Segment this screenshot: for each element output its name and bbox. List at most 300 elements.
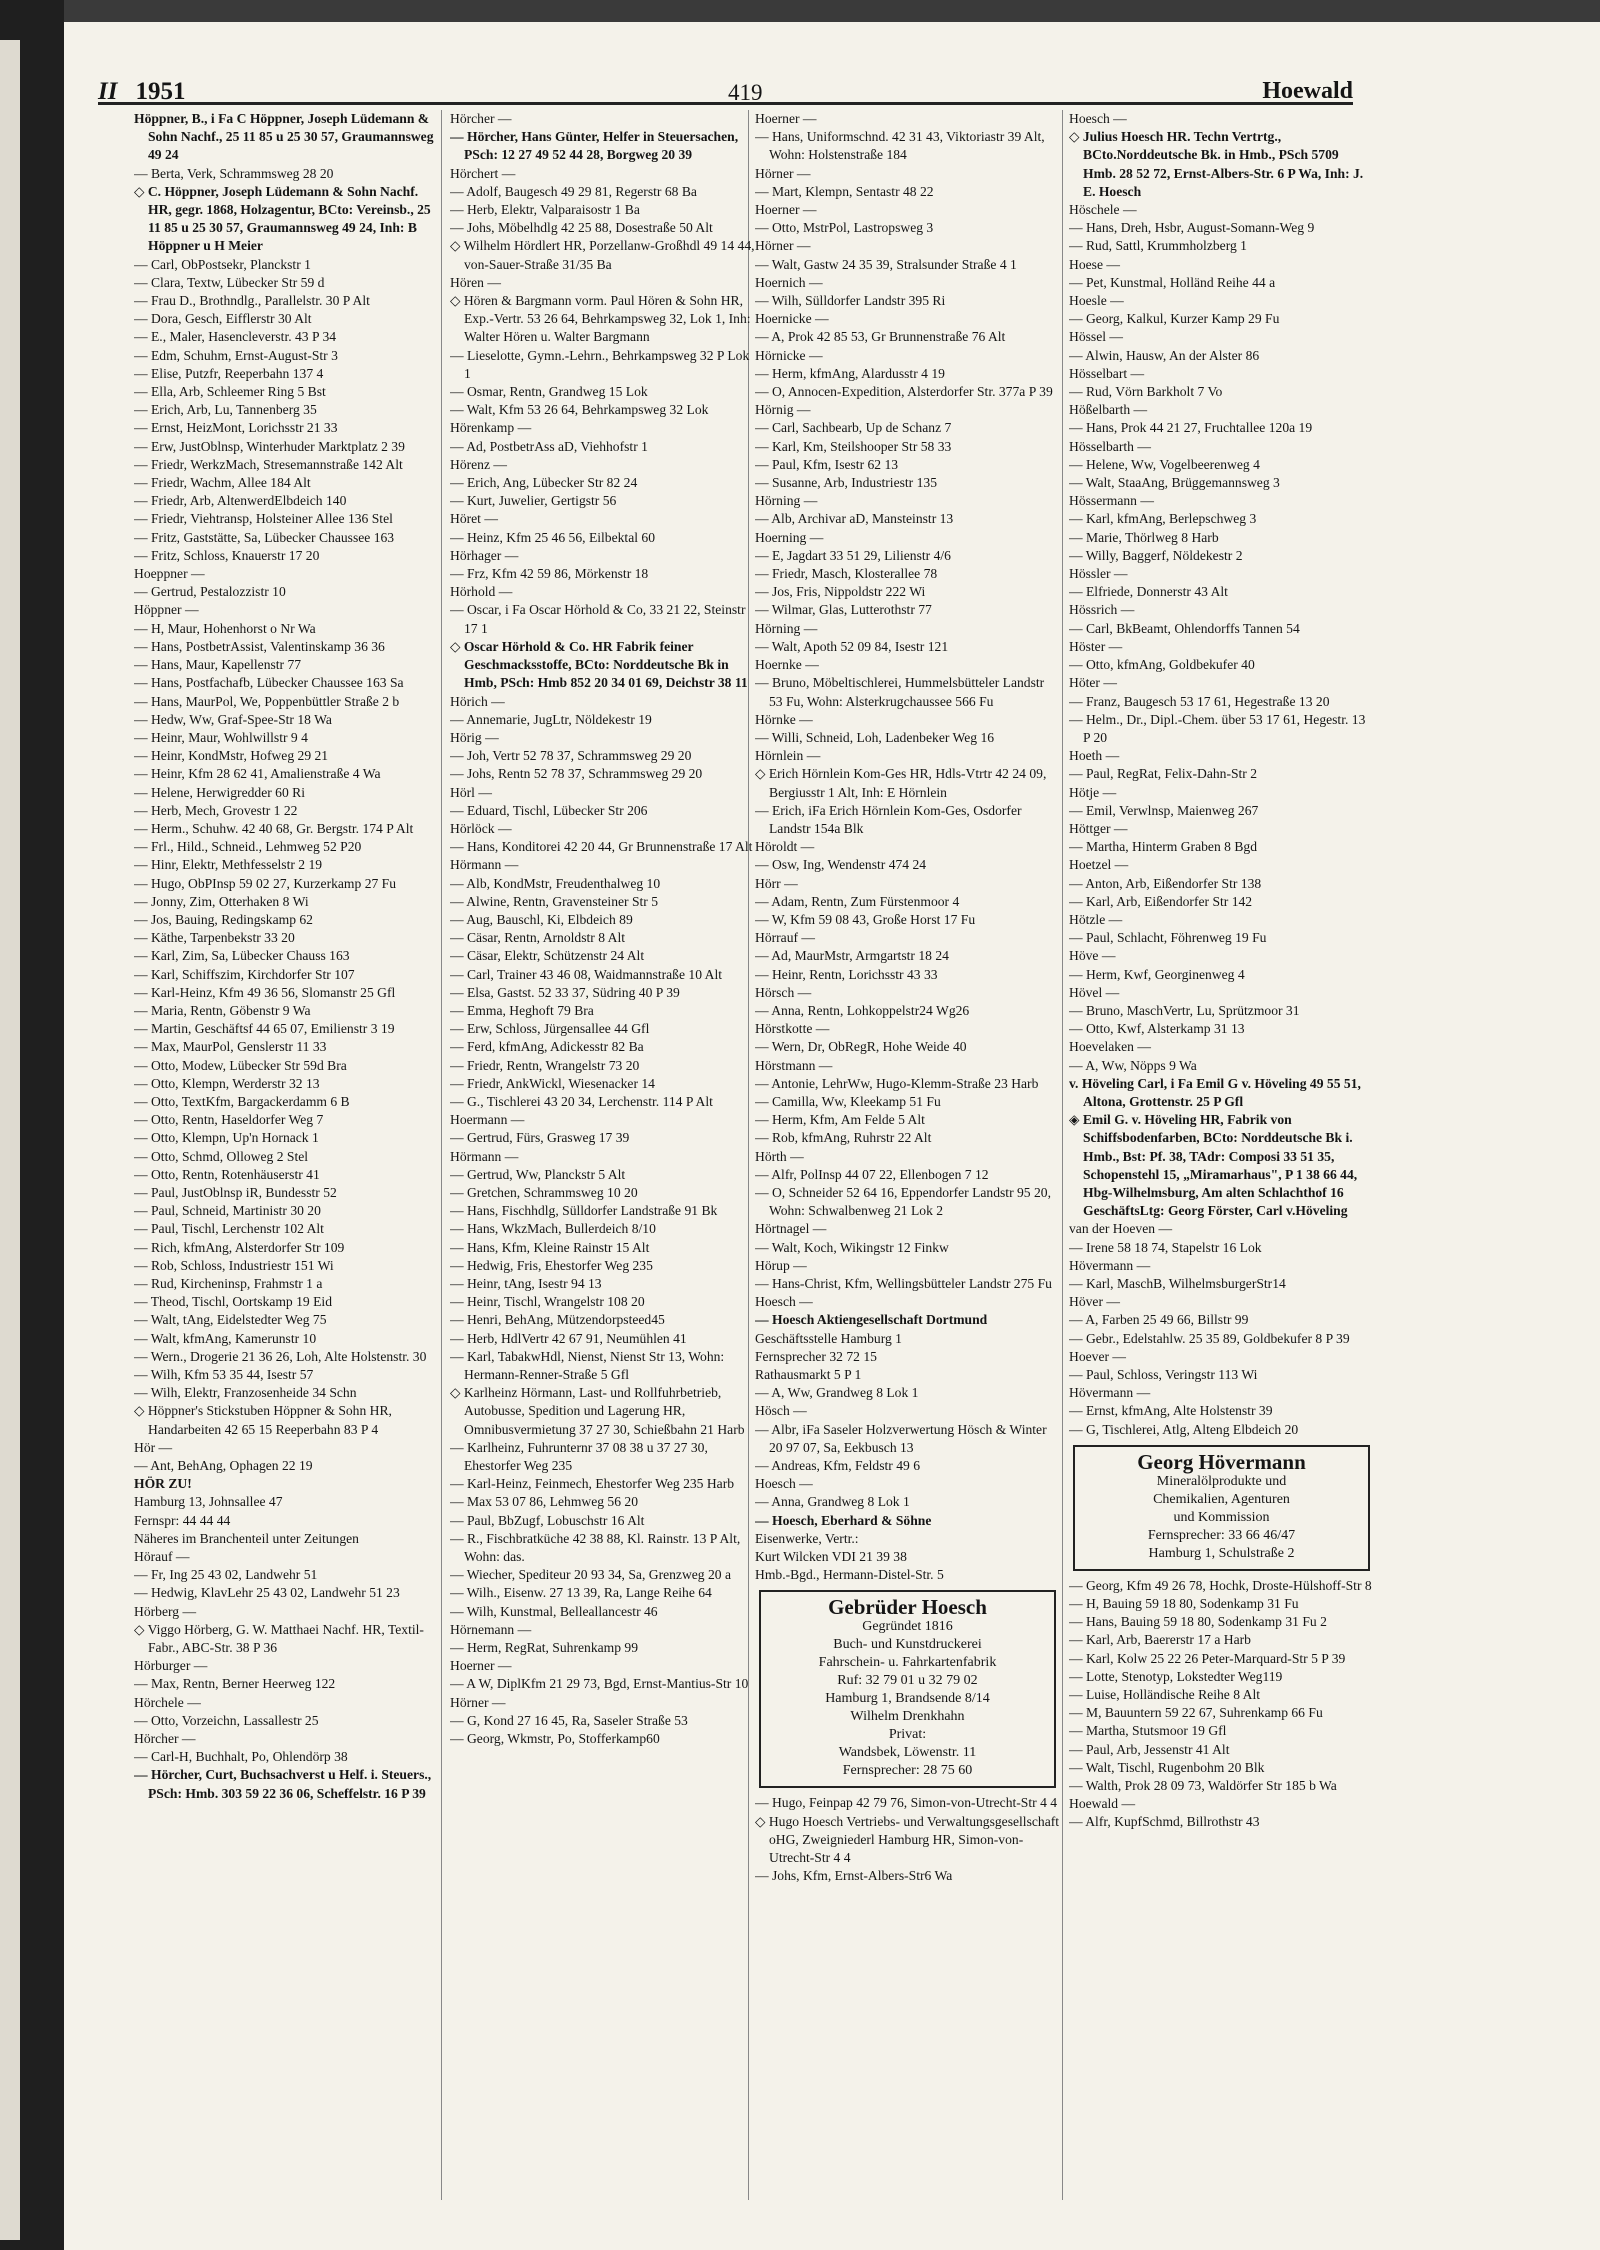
directory-entry: — Fr, Ing 25 43 02, Landwehr 51 bbox=[134, 1567, 318, 1583]
directory-entry: — Wilh, Elektr, Franzosenheide 34 Schn bbox=[134, 1385, 357, 1401]
directory-entry: ◇ Viggo Hörberg, G. W. Matthaei Nachf. HR, Textil-Fabr., ABC-Str. 38 P 36 bbox=[134, 1621, 424, 1656]
directory-entry: Kurt Wilcken VDI 21 39 38 bbox=[755, 1549, 907, 1565]
directory-entry: Hötje — bbox=[1069, 784, 1117, 800]
ad-line: Fahrschein- u. Fahrkartenfabrik bbox=[818, 1655, 997, 1671]
directory-entry: — Hans, Dreh, Hsbr, August-Somann-Weg 9 bbox=[1069, 220, 1315, 236]
column-4 bbox=[1069, 110, 1374, 2200]
directory-entry: Höschele — bbox=[1069, 202, 1137, 218]
directory-entry: Hoewald — bbox=[1069, 1796, 1136, 1812]
directory-entry: — Karl, Zim, Sa, Lübecker Chauss 163 bbox=[134, 948, 350, 964]
directory-entry: Hössler — bbox=[1069, 566, 1128, 582]
directory-entry: — Cäsar, Elektr, Schützenstr 24 Alt bbox=[450, 948, 645, 964]
ad-line: Fernsprecher: 33 66 46/47 bbox=[1147, 1527, 1296, 1543]
directory-entry: Hössrich — bbox=[1069, 602, 1135, 618]
directory-entry: Hösselbart — bbox=[1069, 365, 1145, 381]
directory-entry: Hoernich — bbox=[755, 274, 823, 290]
directory-entry: — Otto, TextKfm, Bargackerdamm 6 B bbox=[134, 1093, 350, 1109]
ad-title: Gebrüder Hoesch bbox=[828, 1595, 987, 1620]
directory-entry: — Ad, MaurMstr, Armgartstr 18 24 bbox=[755, 948, 949, 964]
directory-entry: ◇ Hugo Hoesch Vertriebs- und Verwaltungsgesellschaft oHG, Zweigniederl Hamburg HR, Simon-von-Utrecht-Str 4 4 bbox=[755, 1813, 1060, 1866]
directory-entry: — Otto, kfmAng, Goldbekufer 40 bbox=[1069, 657, 1255, 673]
ad-line: Hamburg 1, Schulstraße 2 bbox=[1148, 1545, 1295, 1561]
directory-entry: — Hörcher, Hans Günter, Helfer in Steuersachen, PSch: 12 27 49 52 44 28, Borgweg 20 39 bbox=[450, 129, 739, 163]
directory-entry: ◇ Julius Hoesch HR. Techn Vertrtg., BCto.Norddeutsche Bk. in Hmb., PSch 5709 Hmb. 28 52 72, Ernst-Albers-Str. 6 P Wa, Inh: J. E. Hoesch bbox=[1069, 129, 1364, 199]
directory-entry: — Helm., Dr., Dipl.-Chem. über 53 17 61, Hegestr. 13 P 20 bbox=[1069, 711, 1366, 745]
ad-line: Mineralölprodukte und bbox=[1156, 1473, 1287, 1489]
directory-entry: — Albr, iFa Saseler Holzverwertung Hösch & Winter 20 97 07, Sa, Eekbusch 13 bbox=[755, 1421, 1047, 1455]
column-2 bbox=[450, 110, 755, 2200]
directory-entry: — Paul, Arb, Jessenstr 41 Alt bbox=[1069, 1741, 1230, 1757]
directory-entry: — Herb, Elektr, Valparaisostr 1 Ba bbox=[450, 202, 640, 218]
directory-entry: — Frl., Hild., Schneid., Lehmweg 52 P20 bbox=[134, 839, 362, 855]
ad-line: Ruf: 32 79 01 u 32 79 02 bbox=[837, 1673, 978, 1689]
directory-entry: Hoesch — bbox=[755, 1476, 813, 1492]
directory-entry: — Adam, Rentn, Zum Fürstenmoor 4 bbox=[755, 893, 960, 909]
directory-entry: — Rud, Kircheninsp, Frahmstr 1 a bbox=[134, 1276, 323, 1291]
directory-entry: ◇ Erich Hörnlein Kom-Ges HR, Hdls-Vtrtr 42 24 09, Bergiusstr 1 Alt, Inh: E Hörnlein bbox=[755, 766, 1047, 800]
directory-entry: — Oscar, i Fa Oscar Hörhold & Co, 33 21 22, Steinstr 17 1 bbox=[450, 602, 746, 636]
column-divider bbox=[1062, 110, 1063, 2200]
directory-entry: — Paul, Schloss, Veringstr 113 Wi bbox=[1069, 1367, 1258, 1383]
directory-entry: — Karl, Schiffszim, Kirchdorfer Str 107 bbox=[134, 966, 355, 982]
directory-entry: — Wilh, Kunstmal, Belleallancestr 46 bbox=[450, 1603, 658, 1619]
directory-entry: Hörstkotte — bbox=[755, 1021, 830, 1037]
directory-entry: — Hugo, Feinpap 42 79 76, Simon-von-Utrecht-Str 4 4 bbox=[755, 1795, 1058, 1811]
directory-entry: — Herb, HdlVertr 42 67 91, Neumühlen 41 bbox=[450, 1330, 687, 1346]
directory-entry: Hörner — bbox=[450, 1694, 506, 1710]
ad-line: Gegründet 1816 bbox=[862, 1619, 953, 1635]
directory-entry: — Erich, Ang, Lübecker Str 82 24 bbox=[450, 475, 638, 491]
directory-entry: Hörr — bbox=[755, 875, 798, 891]
directory-entry: — Wilh, Kfm 53 35 44, Isestr 57 bbox=[134, 1367, 314, 1383]
directory-entry: — Alfr, KupfSchmd, Billrothstr 43 bbox=[1069, 1814, 1260, 1830]
directory-entry: — Elsa, Gastst. 52 33 37, Südring 40 P 39 bbox=[450, 984, 680, 1000]
directory-entry: — Elfriede, Donnerstr 43 Alt bbox=[1069, 584, 1228, 600]
directory-entry: Fernspr: 44 44 44 bbox=[134, 1512, 231, 1528]
directory-entry: — Helene, Ww, Vogelbeerenweg 4 bbox=[1069, 456, 1260, 472]
directory-entry: — Adolf, Baugesch 49 29 81, Regerstr 68 Ba bbox=[450, 183, 697, 199]
directory-entry: Hövermann — bbox=[1069, 1385, 1151, 1401]
directory-entry: — Karl, Kolw 25 22 26 Peter-Marquard-Str 5 P 39 bbox=[1069, 1650, 1346, 1666]
ad-line: Wandsbek, Löwenstr. 11 bbox=[838, 1745, 977, 1761]
directory-entry: Hörnlein — bbox=[755, 748, 821, 764]
directory-entry: — Eduard, Tischl, Lübecker Str 206 bbox=[450, 802, 648, 818]
directory-entry: — Hans, Prok 44 21 27, Fruchtallee 120a 19 bbox=[1069, 420, 1313, 436]
directory-entry: — G, Kond 27 16 45, Ra, Saseler Straße 53 bbox=[450, 1712, 688, 1728]
directory-entry: — Ferd, kfmAng, Adickesstr 82 Ba bbox=[450, 1039, 644, 1055]
directory-entry: v. Höveling Carl, i Fa Emil G v. Höveling 49 55 51, Altona, Grottenstr. 25 P Gfl bbox=[1069, 1075, 1361, 1109]
directory-entry: — O, Schneider 52 64 16, Eppendorfer Landstr 95 20, Wohn: Schwalbenweg 21 Lok 2 bbox=[755, 1184, 1051, 1219]
directory-entry: Höve — bbox=[1069, 948, 1116, 964]
directory-entry: — Franz, Baugesch 53 17 61, Hegestraße 13 20 bbox=[1069, 693, 1330, 709]
directory-entry: — Erich, Arb, Lu, Tannenberg 35 bbox=[134, 402, 317, 418]
directory-entry: — Friedr, Rentn, Wrangelstr 73 20 bbox=[450, 1057, 640, 1073]
directory-entry: Hörenz — bbox=[450, 456, 507, 472]
directory-entry: — Carl-H, Buchhalt, Po, Ohlendörp 38 bbox=[134, 1749, 348, 1765]
directory-entry: — Martin, Geschäftsf 44 65 07, Emilienstr 3 19 bbox=[134, 1021, 395, 1037]
directory-entry: — Hans, Kfm, Kleine Rainstr 15 Alt bbox=[450, 1239, 650, 1255]
directory-entry: Höster — bbox=[1069, 638, 1123, 654]
directory-entry: — Emil, Verwlnsp, Maienweg 267 bbox=[1069, 802, 1259, 818]
directory-entry: — Heinr, Kfm 28 62 41, Amalienstraße 4 Wa bbox=[134, 766, 381, 782]
directory-entry: Hoesch — bbox=[1069, 111, 1127, 126]
directory-entry: Hörburger — bbox=[134, 1658, 208, 1674]
directory-entry: — Friedr, WerkzMach, Stresemannstraße 142 Alt bbox=[134, 456, 403, 472]
directory-entry: — Walt, Koch, Wikingstr 12 Finkw bbox=[755, 1239, 949, 1255]
directory-entry: Hösselbarth — bbox=[1069, 438, 1151, 454]
directory-entry: — Käthe, Tarpenbekstr 33 20 bbox=[134, 930, 295, 946]
directory-entry: — Willi, Schneid, Loh, Ladenbeker Weg 16 bbox=[755, 729, 995, 745]
directory-entry: — Herm., Schuhw. 42 40 68, Gr. Bergstr. 174 P Alt bbox=[134, 820, 414, 836]
directory-entry: — A W, DiplKfm 21 29 73, Bgd, Ernst-Mantius-Str 10 bbox=[450, 1676, 749, 1692]
directory-entry: — Hoesch, Eberhard & Söhne bbox=[755, 1512, 932, 1528]
directory-entry: — Jos, Bauing, Redingskamp 62 bbox=[134, 911, 313, 927]
directory-entry: Hößelbarth — bbox=[1069, 402, 1148, 418]
directory-entry: — Friedr, Wachm, Allee 184 Alt bbox=[134, 475, 311, 491]
directory-entry: — Osw, Ing, Wendenstr 474 24 bbox=[755, 857, 927, 873]
directory-entry: Höret — bbox=[450, 511, 498, 527]
directory-entry: — Fritz, Schloss, Knauerstr 17 20 bbox=[134, 547, 320, 563]
directory-entry: — Hans, MaurPol, We, Poppenbüttler Straße 2 b bbox=[134, 693, 400, 709]
directory-entry: — Friedr, Masch, Klosterallee 78 bbox=[755, 566, 938, 582]
directory-entry: — Cäsar, Rentn, Arnoldstr 8 Alt bbox=[450, 930, 626, 946]
directory-entry: Hoetzel — bbox=[1069, 857, 1129, 873]
directory-entry: — Wern, Dr, ObRegR, Hohe Weide 40 bbox=[755, 1039, 967, 1055]
directory-entry: Hoerner — bbox=[755, 202, 817, 218]
directory-entry: Hörnicke — bbox=[755, 347, 823, 363]
header-part: II bbox=[98, 78, 118, 105]
ad-line: Buch- und Kunstdruckerei bbox=[833, 1637, 982, 1653]
directory-entry: — Karlheinz, Fuhrunternr 37 08 38 u 37 27 30, Ehestorfer Weg 235 bbox=[450, 1439, 708, 1474]
directory-entry: ◇ Karlheinz Hörmann, Last- und Rollfuhrbetrieb, Autobusse, Spedition und Lagerung HR, Omnibusvermietung 37 27 30, Schießbahn 21 Harb bbox=[450, 1385, 745, 1437]
directory-entry: Hoernicke — bbox=[755, 311, 829, 327]
directory-entry: — Otto, Klempn, Werderstr 32 13 bbox=[134, 1075, 320, 1091]
directory-entry: — Johs, Möbelhdlg 42 25 88, Dosestraße 50 Alt bbox=[450, 220, 713, 236]
directory-entry: — Rich, kfmAng, Alsterdorfer Str 109 bbox=[134, 1239, 345, 1255]
directory-entry: — Erw, Schloss, Jürgensallee 44 Gfl bbox=[450, 1021, 650, 1037]
directory-entry: — Elise, Putzfr, Reeperbahn 137 4 bbox=[134, 365, 324, 381]
directory-entry: — Hoesch Aktiengesellschaft Dortmund bbox=[755, 1312, 988, 1328]
directory-entry: — Heinr, Rentn, Lorichsstr 43 33 bbox=[755, 966, 938, 982]
directory-entry: Hörberg — bbox=[134, 1603, 197, 1619]
directory-entry: ◇ Hören & Bargmann vorm. Paul Hören & Sohn HR, Exp.-Vertr. 53 26 64, Behrkampsweg 32, Lok 1, Inh: Walter Hören u. Walter Bargmann bbox=[450, 293, 751, 345]
directory-entry: — Berta, Verk, Schrammsweg 28 20 bbox=[134, 165, 334, 181]
directory-entry: Hoerner — bbox=[755, 111, 817, 126]
directory-entry: Hamburg 13, Johnsallee 47 bbox=[134, 1494, 283, 1510]
directory-entry: Hörlöck — bbox=[450, 820, 512, 836]
directory-entry: — Lieselotte, Gymn.-Lehrn., Behrkampsweg 32 P Lok 1 bbox=[450, 347, 750, 381]
directory-entry: — O, Annocen-Expedition, Alsterdorfer Str. 377a P 39 bbox=[755, 384, 1053, 400]
directory-entry: Hövermann — bbox=[1069, 1257, 1151, 1273]
directory-entry: Hörmann — bbox=[450, 857, 519, 873]
directory-entry: — Camilla, Ww, Kleekamp 51 Fu bbox=[755, 1093, 941, 1109]
directory-entry: — Johs, Rentn 52 78 37, Schrammsweg 29 20 bbox=[450, 766, 703, 782]
directory-entry: — Paul, Kfm, Isestr 62 13 bbox=[755, 456, 899, 472]
directory-entry: — Herm, RegRat, Suhrenkamp 99 bbox=[450, 1640, 639, 1656]
directory-entry: — Jonny, Zim, Otterhaken 8 Wi bbox=[134, 893, 309, 909]
directory-entry: — Paul, Schlacht, Föhrenweg 19 Fu bbox=[1069, 930, 1267, 946]
directory-entry: — Georg, Kalkul, Kurzer Kamp 29 Fu bbox=[1069, 311, 1280, 327]
directory-entry: — Hedwig, Fris, Ehestorfer Weg 235 bbox=[450, 1257, 653, 1273]
directory-entry: — Marie, Thörlweg 8 Harb bbox=[1069, 529, 1219, 545]
directory-entry: — Heinz, Kfm 25 46 56, Eilbektal 60 bbox=[450, 529, 656, 545]
directory-entry: — Otto, Kwf, Alsterkamp 31 13 bbox=[1069, 1021, 1245, 1037]
directory-entry: — Mart, Klempn, Sentastr 48 22 bbox=[755, 183, 934, 199]
directory-entry: — H, Bauing 59 18 80, Sodenkamp 31 Fu bbox=[1069, 1596, 1299, 1612]
directory-entry: — Alb, KondMstr, Freudenthalweg 10 bbox=[450, 875, 661, 891]
directory-entry: — Walt, kfmAng, Kamerunstr 10 bbox=[134, 1330, 317, 1346]
directory-entry: — E., Maler, Hasencleverstr. 43 P 34 bbox=[134, 329, 337, 345]
directory-entry: Hoerner — bbox=[450, 1658, 512, 1674]
directory-entry: — Otto, Klempn, Up'n Hornack 1 bbox=[134, 1130, 319, 1146]
directory-entry: — Alfr, PolInsp 44 07 22, Ellenbogen 7 12 bbox=[755, 1166, 989, 1182]
directory-entry: — Alwin, Hausw, An der Alster 86 bbox=[1069, 347, 1260, 363]
directory-entry: — Walt, Gastw 24 35 39, Stralsunder Straße 4 1 bbox=[755, 256, 1017, 272]
directory-entry: Höppner, B., i Fa C Höppner, Joseph Lüdemann & Sohn Nachf., 25 11 85 u 25 30 57, Graumannsweg 49 24 bbox=[134, 111, 434, 163]
directory-entry: — Martha, Hinterm Graben 8 Bgd bbox=[1069, 839, 1258, 855]
directory-entry: — Martha, Stutsmoor 19 Gfl bbox=[1069, 1723, 1227, 1739]
directory-entry: Hoeth — bbox=[1069, 748, 1120, 764]
ad-line: Hamburg 1, Brandsende 8/14 bbox=[825, 1691, 990, 1707]
directory-entry: — Walt, StaaAng, Brüggemannsweg 3 bbox=[1069, 475, 1280, 491]
directory-entry: — Hans, PostbetrAssist, Valentinskamp 36 36 bbox=[134, 638, 385, 654]
directory-entry: Hörcher — bbox=[134, 1731, 196, 1747]
directory-entry: — Walt, tAng, Eidelstedter Weg 75 bbox=[134, 1312, 327, 1328]
directory-entry: — Karl-Heinz, Feinmech, Ehestorfer Weg 235 Harb bbox=[450, 1476, 735, 1492]
directory-entry: Hoesch — bbox=[755, 1294, 813, 1310]
directory-entry: — Paul, RegRat, Felix-Dahn-Str 2 bbox=[1069, 766, 1258, 782]
directory-entry: — Fritz, Gaststätte, Sa, Lübecker Chaussee 163 bbox=[134, 529, 395, 545]
ad-line: Chemikalien, Agenturen bbox=[1153, 1491, 1290, 1507]
directory-entry: — Hinr, Elektr, Methfesselstr 2 19 bbox=[134, 857, 323, 873]
directory-entry: — W, Kfm 59 08 43, Große Horst 17 Fu bbox=[755, 911, 976, 927]
directory-entry: — Karl, TabakwHdl, Nienst, Nienst Str 13, Wohn: Hermann-Renner-Straße 5 Gfl bbox=[450, 1348, 725, 1383]
directory-entry: Hörup — bbox=[755, 1257, 807, 1273]
directory-entry: — Walt, Tischl, Rugenbohm 20 Blk bbox=[1069, 1759, 1265, 1775]
directory-entry: — Karl, MaschB, WilhelmsburgerStr14 bbox=[1069, 1276, 1286, 1291]
directory-entry: Hövel — bbox=[1069, 984, 1120, 1000]
directory-entry: Näheres im Branchenteil unter Zeitungen bbox=[134, 1530, 359, 1546]
directory-entry: — Otto, Modew, Lübecker Str 59d Bra bbox=[134, 1057, 347, 1073]
directory-entry: — Antonie, LehrWw, Hugo-Klemm-Straße 23 Harb bbox=[755, 1075, 1039, 1091]
directory-entry: — Walt, Kfm 53 26 64, Behrkampsweg 32 Lok bbox=[450, 402, 709, 418]
directory-entry: Hoese — bbox=[1069, 256, 1120, 272]
directory-entry: — Karl, Km, Steilshooper Str 58 33 bbox=[755, 438, 952, 454]
directory-entry: Hörl — bbox=[450, 784, 492, 800]
directory-entry: ◇ Wilhelm Hördlert HR, Porzellanw-Großhdl 49 14 44, von-Sauer-Straße 31/35 Ba bbox=[450, 238, 755, 272]
directory-entry: Hörauf — bbox=[134, 1549, 190, 1565]
directory-entry: — Hans, Postfachafb, Lübecker Chaussee 163 Sa bbox=[134, 675, 404, 691]
directory-entry: — R., Fischbratküche 42 38 88, Kl. Rainstr. 13 P Alt, Wohn: das. bbox=[450, 1530, 741, 1565]
directory-entry: — A, Ww, Grandweg 8 Lok 1 bbox=[755, 1385, 919, 1401]
page-number: 419 bbox=[728, 80, 763, 105]
directory-entry: — Wilh., Eisenw. 27 13 39, Ra, Lange Reihe 64 bbox=[450, 1585, 712, 1601]
directory-entry: — Luise, Holländische Reihe 8 Alt bbox=[1069, 1687, 1261, 1703]
directory-entry: Höver — bbox=[1069, 1294, 1120, 1310]
directory-entry: — Anna, Rentn, Lohkoppelstr24 Wg26 bbox=[755, 1002, 970, 1018]
directory-entry: — Edm, Schuhm, Ernst-August-Str 3 bbox=[134, 347, 338, 363]
directory-entry: — Helene, Herwigredder 60 Ri bbox=[134, 784, 305, 800]
directory-entry: Hörning — bbox=[755, 493, 818, 509]
directory-entry: — Aug, Bauschl, Ki, Elbdeich 89 bbox=[450, 911, 633, 927]
directory-entry: — Rud, Vörn Barkholt 7 Vo bbox=[1069, 384, 1223, 400]
directory-entry: Hoermann — bbox=[450, 1112, 525, 1128]
directory-entry: Hörning — bbox=[755, 620, 818, 636]
directory-entry: Hoesle — bbox=[1069, 293, 1124, 309]
directory-entry: — Henri, BehAng, Mützendorpsteed45 bbox=[450, 1312, 665, 1328]
ad-title: Georg Hövermann bbox=[1137, 1449, 1306, 1474]
directory-entry: — A, Farben 25 49 66, Billstr 99 bbox=[1069, 1312, 1249, 1328]
directory-entry: Hörner — bbox=[755, 238, 811, 254]
directory-entry: — Rud, Sattl, Krummholzberg 1 bbox=[1069, 238, 1247, 254]
directory-entry: — Carl, Sachbearb, Up de Schanz 7 bbox=[755, 420, 952, 436]
directory-entry: — Irene 58 18 74, Stapelstr 16 Lok bbox=[1069, 1239, 1262, 1255]
directory-entry: — Friedr, Viehtransp, Holsteiner Allee 136 Stel bbox=[134, 511, 393, 527]
directory-entry: — Annemarie, JugLtr, Nöldekestr 19 bbox=[450, 711, 652, 727]
directory-entry: — Gebr., Edelstahlw. 25 35 89, Goldbekufer 8 P 39 bbox=[1069, 1330, 1350, 1346]
directory-entry: Hoever — bbox=[1069, 1348, 1126, 1364]
directory-entry: — Karl-Heinz, Kfm 49 36 56, Slomanstr 25 Gfl bbox=[134, 984, 396, 1000]
column-divider bbox=[441, 110, 442, 2200]
directory-entry: — Heinr, Maur, Wohlwillstr 9 4 bbox=[134, 729, 308, 745]
directory-entry: — Friedr, Arb, AltenwerdElbdeich 140 bbox=[134, 493, 347, 509]
directory-entry: — Hans, WkzMach, Bullerdeich 8/10 bbox=[450, 1221, 656, 1237]
directory-entry: — Ernst, kfmAng, Alte Holstenstr 39 bbox=[1069, 1403, 1273, 1419]
directory-entry: — Otto, Rentn, Haseldorfer Weg 7 bbox=[134, 1112, 324, 1128]
directory-entry: — Friedr, AnkWickl, Wiesenacker 14 bbox=[450, 1075, 655, 1091]
directory-entry: — Joh, Vertr 52 78 37, Schrammsweg 29 20 bbox=[450, 748, 692, 764]
directory-entry: — Otto, Rentn, Rotenhäuserstr 41 bbox=[134, 1166, 320, 1182]
directory-entry: — Gertrud, Pestalozzistr 10 bbox=[134, 584, 286, 600]
directory-entry: Hörhold — bbox=[450, 584, 513, 600]
directory-entry: — Ant, BehAng, Ophagen 22 19 bbox=[134, 1458, 313, 1474]
header-part-year bbox=[98, 78, 185, 106]
directory-entry: — Hörcher, Curt, Buchsachverst u Helf. i. Steuers., PSch: Hmb. 303 59 22 36 06, Scheffelstr. 16 P 39 bbox=[134, 1767, 432, 1801]
directory-entry: Hörcher — bbox=[450, 111, 512, 126]
directory-entry: — Rob, Schloss, Industriestr 151 Wi bbox=[134, 1257, 334, 1273]
directory-entry: Hörsch — bbox=[755, 984, 812, 1000]
directory-entry: — Karl, Arb, Eißendorfer Str 142 bbox=[1069, 893, 1253, 909]
ad-line: Privat: bbox=[888, 1727, 927, 1743]
directory-entry: Hörchele — bbox=[134, 1694, 201, 1710]
directory-entry: Hörchert — bbox=[450, 165, 516, 181]
directory-entry: — Clara, Textw, Lübecker Str 59 d bbox=[134, 274, 325, 290]
directory-entry: — Max, MaurPol, Genslerstr 11 33 bbox=[134, 1039, 327, 1055]
directory-entry: Hörich — bbox=[450, 693, 505, 709]
directory-entry: Geschäftsstelle Hamburg 1 bbox=[755, 1330, 902, 1346]
directory-entry: — Heinr, tAng, Isestr 94 13 bbox=[450, 1276, 602, 1291]
directory-entry: Hören — bbox=[450, 274, 501, 290]
directory-entry: — G., Tischlerei 43 20 34, Lerchenstr. 114 P Alt bbox=[450, 1093, 713, 1109]
directory-entry: — Wiecher, Spediteur 20 93 34, Sa, Grenzweg 20 a bbox=[450, 1567, 732, 1583]
directory-entry: — Maria, Rentn, Göbenstr 9 Wa bbox=[134, 1002, 311, 1018]
directory-entry: — Georg, Wkmstr, Po, Stofferkamp60 bbox=[450, 1731, 660, 1747]
directory-entry: Eisenwerke, Vertr.: bbox=[755, 1530, 859, 1546]
directory-entry: — Bruno, Möbeltischlerei, Hummelsbütteler Landstr 53 Fu, Wohn: Alsterkrugchaussee 566 Fu bbox=[755, 675, 1045, 709]
directory-entry: — Gertrud, Ww, Planckstr 5 Alt bbox=[450, 1166, 626, 1182]
directory-entry: — Alwine, Rentn, Gravensteiner Str 5 bbox=[450, 893, 659, 909]
directory-entry: ◇ Höppner's Stickstuben Höppner & Sohn HR, Handarbeiten 42 65 15 Reeperbahn 83 P 4 bbox=[134, 1403, 392, 1437]
directory-entry: — Emma, Heghoft 79 Bra bbox=[450, 1002, 594, 1018]
directory-entry: — Susanne, Arb, Industriestr 135 bbox=[755, 475, 937, 491]
header-year: 1951 bbox=[135, 78, 186, 105]
directory-entry: — Rob, kfmAng, Ruhrstr 22 Alt bbox=[755, 1130, 932, 1146]
directory-entry: — Anton, Arb, Eißendorfer Str 138 bbox=[1069, 875, 1262, 891]
directory-entry: — Johs, Kfm, Ernst-Albers-Str6 Wa bbox=[755, 1868, 953, 1884]
directory-entry: — Otto, MstrPol, Lastropsweg 3 bbox=[755, 220, 934, 236]
directory-entry: — Wern., Drogerie 21 36 26, Loh, Alte Holstenstr. 30 bbox=[134, 1348, 427, 1364]
directory-entry: — Erw, JustOblnsp, Winterhuder Marktplatz 2 39 bbox=[134, 438, 405, 454]
section-name: Hoewald bbox=[1262, 78, 1353, 104]
ad-line: Wilhelm Drenkhahn bbox=[850, 1709, 965, 1725]
directory-entry: — Alb, Archivar aD, Mansteinstr 13 bbox=[755, 511, 954, 527]
directory-entry: — Heinr, KondMstr, Hofweg 29 21 bbox=[134, 748, 329, 764]
directory-entry: van der Hoeven — bbox=[1069, 1221, 1173, 1237]
directory-entry: Hötzle — bbox=[1069, 911, 1123, 927]
directory-entry: Hörtnagel — bbox=[755, 1221, 827, 1237]
directory-entry: — Lotte, Stenotyp, Lokstedter Weg119 bbox=[1069, 1668, 1283, 1684]
directory-entry: — Pet, Kunstmal, Holländ Reihe 44 a bbox=[1069, 274, 1276, 290]
directory-entry: Höter — bbox=[1069, 675, 1117, 691]
hoesch-advertisement bbox=[759, 1590, 1056, 1788]
directory-entry: Höttger — bbox=[1069, 820, 1128, 836]
directory-entry: — Max, Rentn, Berner Heerweg 122 bbox=[134, 1676, 336, 1692]
directory-entry: Hoevelaken — bbox=[1069, 1039, 1151, 1055]
directory-entry: — Georg, Kfm 49 26 78, Hochk, Droste-Hülshoff-Str 8 bbox=[1069, 1577, 1372, 1593]
directory-entry: — Wilh, Sülldorfer Landstr 395 Ri bbox=[755, 293, 946, 309]
directory-entry: Hoeppner — bbox=[134, 566, 205, 582]
directory-entry: — Herb, Mech, Grovestr 1 22 bbox=[134, 802, 298, 818]
directory-entry: — Dora, Gesch, Eifflerstr 30 Alt bbox=[134, 311, 312, 327]
hoevermann-advertisement bbox=[1073, 1445, 1370, 1571]
directory-entry: — Herm, Kwf, Georginenweg 4 bbox=[1069, 966, 1245, 982]
directory-entry: — Frz, Kfm 42 59 86, Mörkenstr 18 bbox=[450, 566, 649, 582]
directory-entry: — Gretchen, Schrammsweg 10 20 bbox=[450, 1184, 638, 1200]
directory-entry: — Ernst, HeizMont, Lorichsstr 21 33 bbox=[134, 420, 338, 436]
directory-entry: Hössermann — bbox=[1069, 493, 1154, 509]
directory-entry: — Osmar, Rentn, Grandweg 15 Lok bbox=[450, 384, 648, 400]
directory-entry: — Otto, Schmd, Olloweg 2 Stel bbox=[134, 1148, 309, 1164]
directory-entry: Höppner — bbox=[134, 602, 199, 618]
column-3 bbox=[755, 110, 1060, 2200]
directory-entry: ◇ Oscar Hörhold & Co. HR Fabrik feiner Geschmacksstoffe, BCto: Norddeutsche Bk in Hmb, PSch: Hmb 852 20 34 01 69, Deichstr 38 11 bbox=[450, 638, 748, 691]
directory-entry: Hörhager — bbox=[450, 547, 519, 563]
directory-entry: — Willy, Baggerf, Nöldekestr 2 bbox=[1069, 547, 1243, 563]
directory-entry: Hörenkamp — bbox=[450, 420, 532, 436]
directory-entry: Hörnig — bbox=[755, 402, 811, 418]
directory-entry: — Herm, Kfm, Am Felde 5 Alt bbox=[755, 1112, 925, 1128]
directory-entry: Hör — bbox=[134, 1439, 173, 1455]
directory-entry: Hoernke — bbox=[755, 657, 819, 673]
directory-entry: — Ad, PostbetrAss aD, Viehhofstr 1 bbox=[450, 438, 648, 454]
directory-entry: — M, Bauuntern 59 22 67, Suhrenkamp 66 Fu bbox=[1069, 1705, 1323, 1721]
directory-entry: HÖR ZU! bbox=[134, 1476, 192, 1492]
directory-entry: — Karl, kfmAng, Berlepschweg 3 bbox=[1069, 511, 1257, 527]
directory-entry: ◇ C. Höppner, Joseph Lüdemann & Sohn Nachf. HR, gegr. 1868, Holzagentur, BCto: Vereinsb., 25 11 85 u 25 30 57, Graumannsweg 49 24, Inh: B Höppner u H Meier bbox=[134, 183, 431, 254]
directory-entry: Höroldt — bbox=[755, 839, 815, 855]
directory-entry: — Theod, Tischl, Oortskamp 19 Eid bbox=[134, 1294, 332, 1310]
directory-entry: — Hedw, Ww, Graf-Spee-Str 18 Wa bbox=[134, 711, 332, 727]
directory-entry: — Carl, Trainer 43 46 08, Waidmannstraße 10 Alt bbox=[450, 966, 723, 982]
directory-entry: — Paul, BbZugf, Lobuschstr 16 Alt bbox=[450, 1512, 645, 1528]
directory-entry: — Hans, Fischhdlg, Sülldorfer Landstraße 91 Bk bbox=[450, 1203, 718, 1219]
directory-entry: — Anna, Grandweg 8 Lok 1 bbox=[755, 1494, 910, 1510]
directory-entry: Hörnemann — bbox=[450, 1621, 532, 1637]
directory-entry: Hmb.-Bgd., Hermann-Distel-Str. 5 bbox=[755, 1567, 944, 1583]
directory-entry: Hörnke — bbox=[755, 711, 813, 727]
directory-entry: Hörmann — bbox=[450, 1148, 519, 1164]
directory-entry: — Frau D., Brothndlg., Parallelstr. 30 P Alt bbox=[134, 293, 370, 309]
